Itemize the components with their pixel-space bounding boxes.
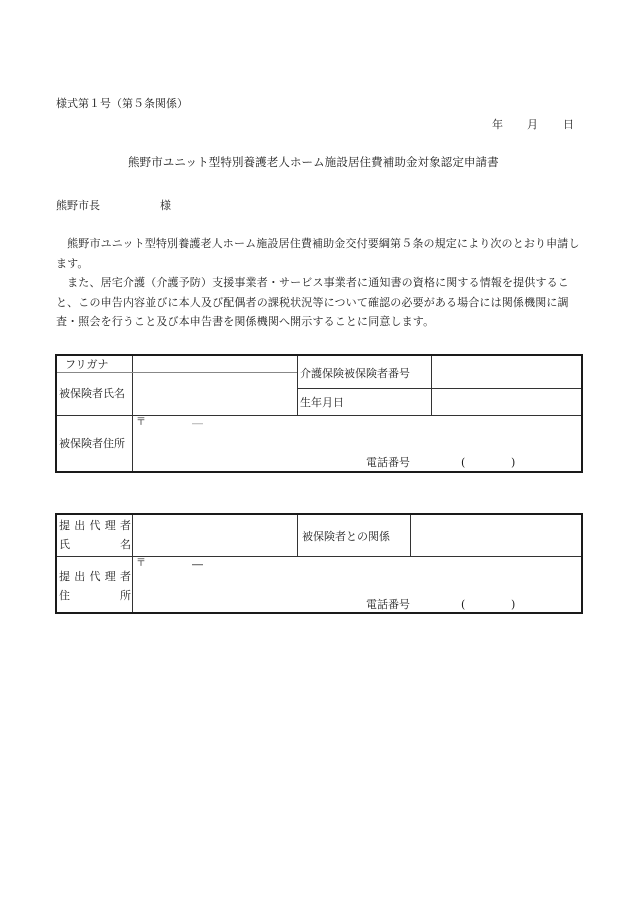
label-char: 理 — [104, 570, 116, 583]
label-char: 住 — [59, 589, 70, 602]
birthdate-label: 生年月日 — [300, 396, 344, 409]
divider — [297, 356, 298, 415]
agent-address-label-line2 — [59, 590, 131, 601]
relation-label: 被保険者との関係 — [302, 530, 390, 543]
divider — [297, 388, 581, 389]
document-title: 熊野市ユニット型特別養護老人ホーム施設居住費補助金対象認定申請書 — [128, 155, 499, 169]
divider — [132, 515, 133, 612]
divider — [410, 515, 411, 556]
agent-address-field[interactable] — [152, 573, 572, 593]
date-month-label: 月 — [527, 118, 538, 131]
agent-phone-label: 電話番号 — [366, 598, 410, 611]
label-char: 提 — [59, 519, 70, 532]
insured-address-label: 被保険者住所 — [59, 437, 125, 450]
furigana-divider — [57, 372, 297, 373]
divider — [57, 415, 581, 416]
agent-name-field[interactable] — [137, 519, 292, 553]
postal-dash: ― — [192, 558, 203, 571]
label-char: 氏 — [59, 538, 70, 551]
label-char: 出 — [74, 519, 86, 532]
insured-name-label: 被保険者氏名 — [59, 387, 125, 400]
agent-name-label-line2 — [59, 539, 131, 550]
divider — [431, 356, 432, 415]
date-day-label: 日 — [563, 118, 574, 131]
divider — [57, 556, 581, 557]
insurance-number-label: 介護保険被保険者番号 — [300, 367, 410, 380]
label-char: 所 — [120, 589, 131, 602]
divider — [297, 515, 298, 556]
divider — [132, 356, 133, 471]
postal-mark-icon: 〒 — [136, 417, 146, 428]
furigana-field[interactable] — [137, 359, 292, 371]
label-char: 理 — [104, 519, 116, 532]
postal-mark-icon: 〒 — [136, 558, 146, 569]
date-year-label: 年 — [492, 118, 503, 131]
label-char: 代 — [89, 519, 101, 532]
agent-info-table — [55, 513, 583, 614]
label-char: 名 — [120, 538, 131, 551]
birthdate-field[interactable] — [436, 392, 576, 412]
relation-field[interactable] — [415, 519, 575, 553]
label-char: 代 — [89, 570, 101, 583]
insured-phone-label: 電話番号 — [366, 456, 410, 469]
addressee: 熊野市長 — [56, 199, 100, 212]
insured-address-field[interactable] — [152, 431, 572, 451]
phone-open-paren: ( — [461, 456, 466, 469]
insured-info-table — [55, 354, 583, 473]
agent-name-label-line1 — [59, 520, 131, 531]
label-char: 者 — [120, 570, 131, 583]
consent-statement: また、居宅介護（介護予防）支援事業者・サービス事業者に通知書の資格に関する情報を提供すること、この申告内容並びに本人及び配偶者の課税状況等について確認の必要がある場合には関係機関に調査・照会を行うこと及び本申告書を関係機関へ開示することに同意します。 — [56, 276, 569, 328]
label-char: 者 — [120, 519, 131, 532]
insured-name-field[interactable] — [137, 376, 292, 412]
phone-close-paren: ) — [511, 598, 516, 611]
furigana-label: フリガナ — [65, 358, 109, 371]
phone-open-paren: ( — [461, 598, 466, 611]
postal-dash: ― — [192, 417, 203, 430]
application-statement: 熊野市ユニット型特別養護老人ホーム施設居住費補助金交付要綱第５条の規定により次のとおり申請します。 — [56, 237, 580, 270]
label-char: 出 — [74, 570, 86, 583]
form-number: 様式第１号（第５条関係） — [56, 97, 188, 110]
label-char: 提 — [59, 570, 70, 583]
agent-address-label-line1 — [59, 571, 131, 582]
insurance-number-field[interactable] — [436, 360, 576, 386]
phone-close-paren: ) — [511, 456, 516, 469]
honorific: 様 — [160, 199, 171, 212]
